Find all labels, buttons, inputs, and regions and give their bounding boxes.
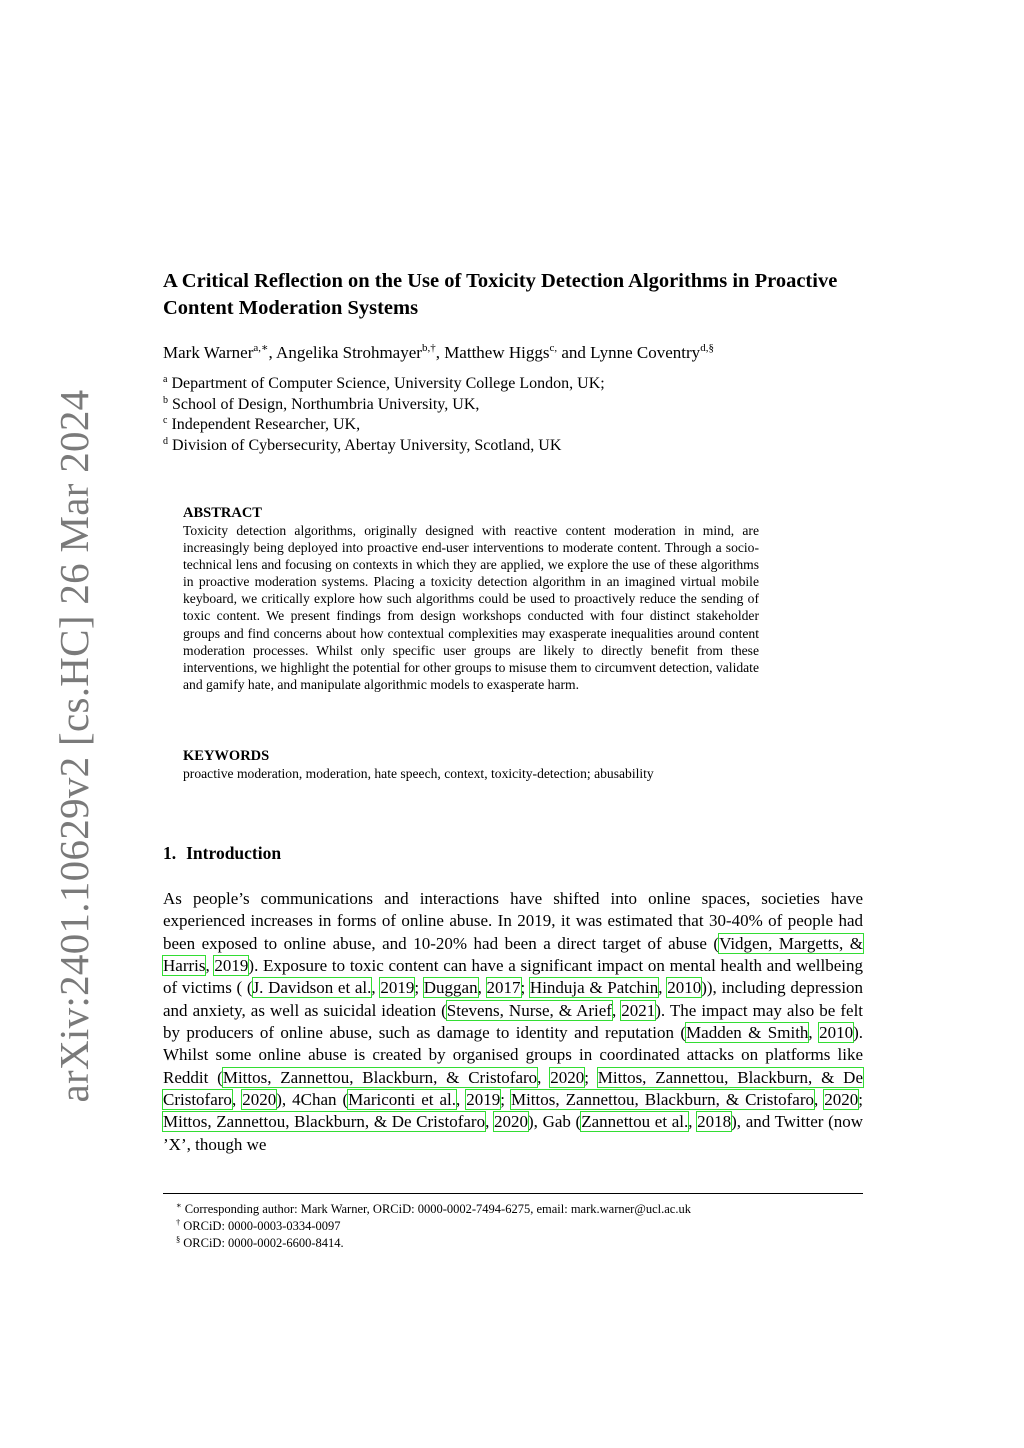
author: Angelika Strohmayer$^{b,\dagger}$ [276,342,436,362]
body-text: ), 4Chan ( [276,1090,349,1110]
keywords-block [183,748,759,782]
body-text: ; [520,978,530,998]
body-text: , [205,956,215,976]
body-text: , [688,1112,698,1132]
body-text: , [477,978,487,998]
body-text: , [231,1090,243,1110]
body-text: ), Gab ( [528,1112,582,1132]
keywords-text: proactive moderation, moderation, hate speech, context, toxicity-detection; abusability [183,766,654,781]
citation-link[interactable]: 2019 [214,956,249,976]
footnotes [176,1201,866,1252]
body-text: As people’s communications and interactions have shifted into online spaces, societies have experienced increases in forms of online abuse. In 2019, it was estimated that 30-40% of people had been exposed to online abuse, and 10-20% had been a direct target of abuse ( [163,889,863,953]
footnote: † ORCiD: 0000-0003-0334-0097 [176,1217,341,1233]
abstract-heading: ABSTRACT [183,505,262,521]
body-text: , [455,1090,467,1110]
body-text: ). The impact may also be felt by producers of online abuse, such as damage to identity and reputation ( [163,1000,864,1043]
citation-link[interactable]: Hinduja & Patchin [529,978,659,998]
body-text: , [814,1090,825,1110]
citation-link[interactable]: Zannettou et al. [581,1112,689,1132]
footnote-divider [163,1193,863,1194]
body-text: ; [500,1090,511,1110]
citation-link[interactable]: Mariconti et al. [348,1090,456,1110]
footnote: ∗ Corresponding author: Mark Warner, ORCiD: 0000-0002-7494-6275, email: mark.warner@ucl.ac.uk [176,1200,691,1216]
citation-link[interactable]: Madden & Smith [686,1023,809,1043]
citation-link[interactable]: 2010 [819,1023,854,1043]
citation-link[interactable]: 2021 [621,1000,656,1020]
citation-link[interactable]: Vidgen, Margetts, & Harris [163,933,863,976]
affiliation: $^c$ Independent Researcher, UK, [163,415,361,434]
citation-link[interactable]: 2019 [466,1090,501,1110]
body-text: , [808,1023,820,1043]
body-text: )), including depression and anxiety, as well as suicidal ideation ( [163,978,864,1020]
affiliation: $^d$ Division of Cybersecurity, Abertay University, Scotland, UK [163,435,562,454]
author: Lynne Coventry$^{d,\S}$ [590,342,714,362]
body-text: ). Exposure to toxic content can have a significant impact on mental health and wellbeing of victims ( ( [163,956,864,998]
citation-link[interactable]: Mittos, Zannettou, Blackburn, & Cristofaro [510,1090,815,1110]
citation-link[interactable]: 2017 [486,978,521,998]
citation-link[interactable]: 2018 [697,1112,732,1132]
keywords-heading: KEYWORDS [183,748,270,764]
citation-link[interactable]: Duggan [423,978,478,998]
body-text: ; [414,978,424,998]
author: Mark Warner$^{a,∗}$ [163,342,269,362]
body-text: ), and Twitter (now ’X’, though we [163,1112,864,1154]
citation-link[interactable]: Mittos, Zannettou, Blackburn, & Cristofaro [222,1067,538,1087]
citation-link[interactable]: 2020 [494,1112,529,1132]
affiliation: $^b$ School of Design, Northumbria University, UK, [163,394,480,413]
body-text: ). Whilst some online abuse is created by organised groups in coordinated attacks on platforms like Reddit ( [163,1023,864,1087]
citation-link[interactable]: 2019 [380,978,415,998]
arxiv-identifier: arXiv:2401.10629v2 [cs.HC] 26 Mar 2024 [51,389,97,1103]
affiliation: $^a$ Department of Computer Science, University College London, UK; [163,374,605,392]
abstract-block [183,505,759,693]
body-text: ; [858,1090,863,1110]
body-text: ; [584,1067,598,1087]
citation-link[interactable]: Mittos, Zannettou, Blackburn, & De Cristofaro [163,1112,486,1132]
body-text: , [658,978,668,998]
affiliation-list [163,374,863,456]
body-text: , [537,1067,551,1087]
citation-link[interactable]: J. Davidson et al. [252,978,372,998]
citation-link[interactable]: 2020 [242,1090,277,1110]
body-text: , [611,1000,622,1020]
citation-link[interactable]: Stevens, Nurse, & Arief [446,1000,612,1020]
citation-link[interactable]: 2020 [550,1067,585,1087]
author: Matthew Higgs$^{c,}$ [444,342,558,362]
author-list: Mark Warner$^{a,∗}$, Angelika Strohmayer$^{b,\dagger}$, Matthew Higgs$^{c,}$ and Lynne Coventry$^{d,\S}$ [163,342,714,362]
introduction-paragraph [163,888,863,1156]
abstract-text: Toxicity detection algorithms, originally designed with reactive content moderation in mind, are increasingly being deployed into proactive end-user interventions to moderate content. Through a socio-technical lens and focusing on contexts in which they are applied, we explore the use of these algorithms in proactive moderation systems. Placing a toxicity detection algorithm in an imagined virtual mobile keyboard, we critically explore how such algorithms could be used to proactively reduce the sending of toxic content. We present findings from design workshops conducted with four distinct stakeholder groups and find concerns about how contextual complexities may exasperate inequalities around content moderation processes. Whilst only specific user groups are likely to directly benefit from these interventions, we highlight the potential for other groups to misuse them to circumvent detection, validate and gamify hate, and manipulate algorithmic models to exasperate harm. [183,523,759,692]
section-heading-introduction: 1. Introduction [163,843,282,863]
citation-link[interactable]: Mittos, Zannettou, Blackburn, & De Cristofaro [163,1067,863,1110]
body-text: , [485,1112,495,1132]
paper-title: A Critical Reflection on the Use of Toxicity Detection Algorithms in Proactive Content Moderation Systems [163,270,838,319]
body-text: , [371,978,381,998]
citation-link[interactable]: 2020 [824,1090,859,1110]
citation-link[interactable]: 2010 [667,978,702,998]
footnote: § ORCiD: 0000-0002-6600-8414. [176,1234,344,1250]
